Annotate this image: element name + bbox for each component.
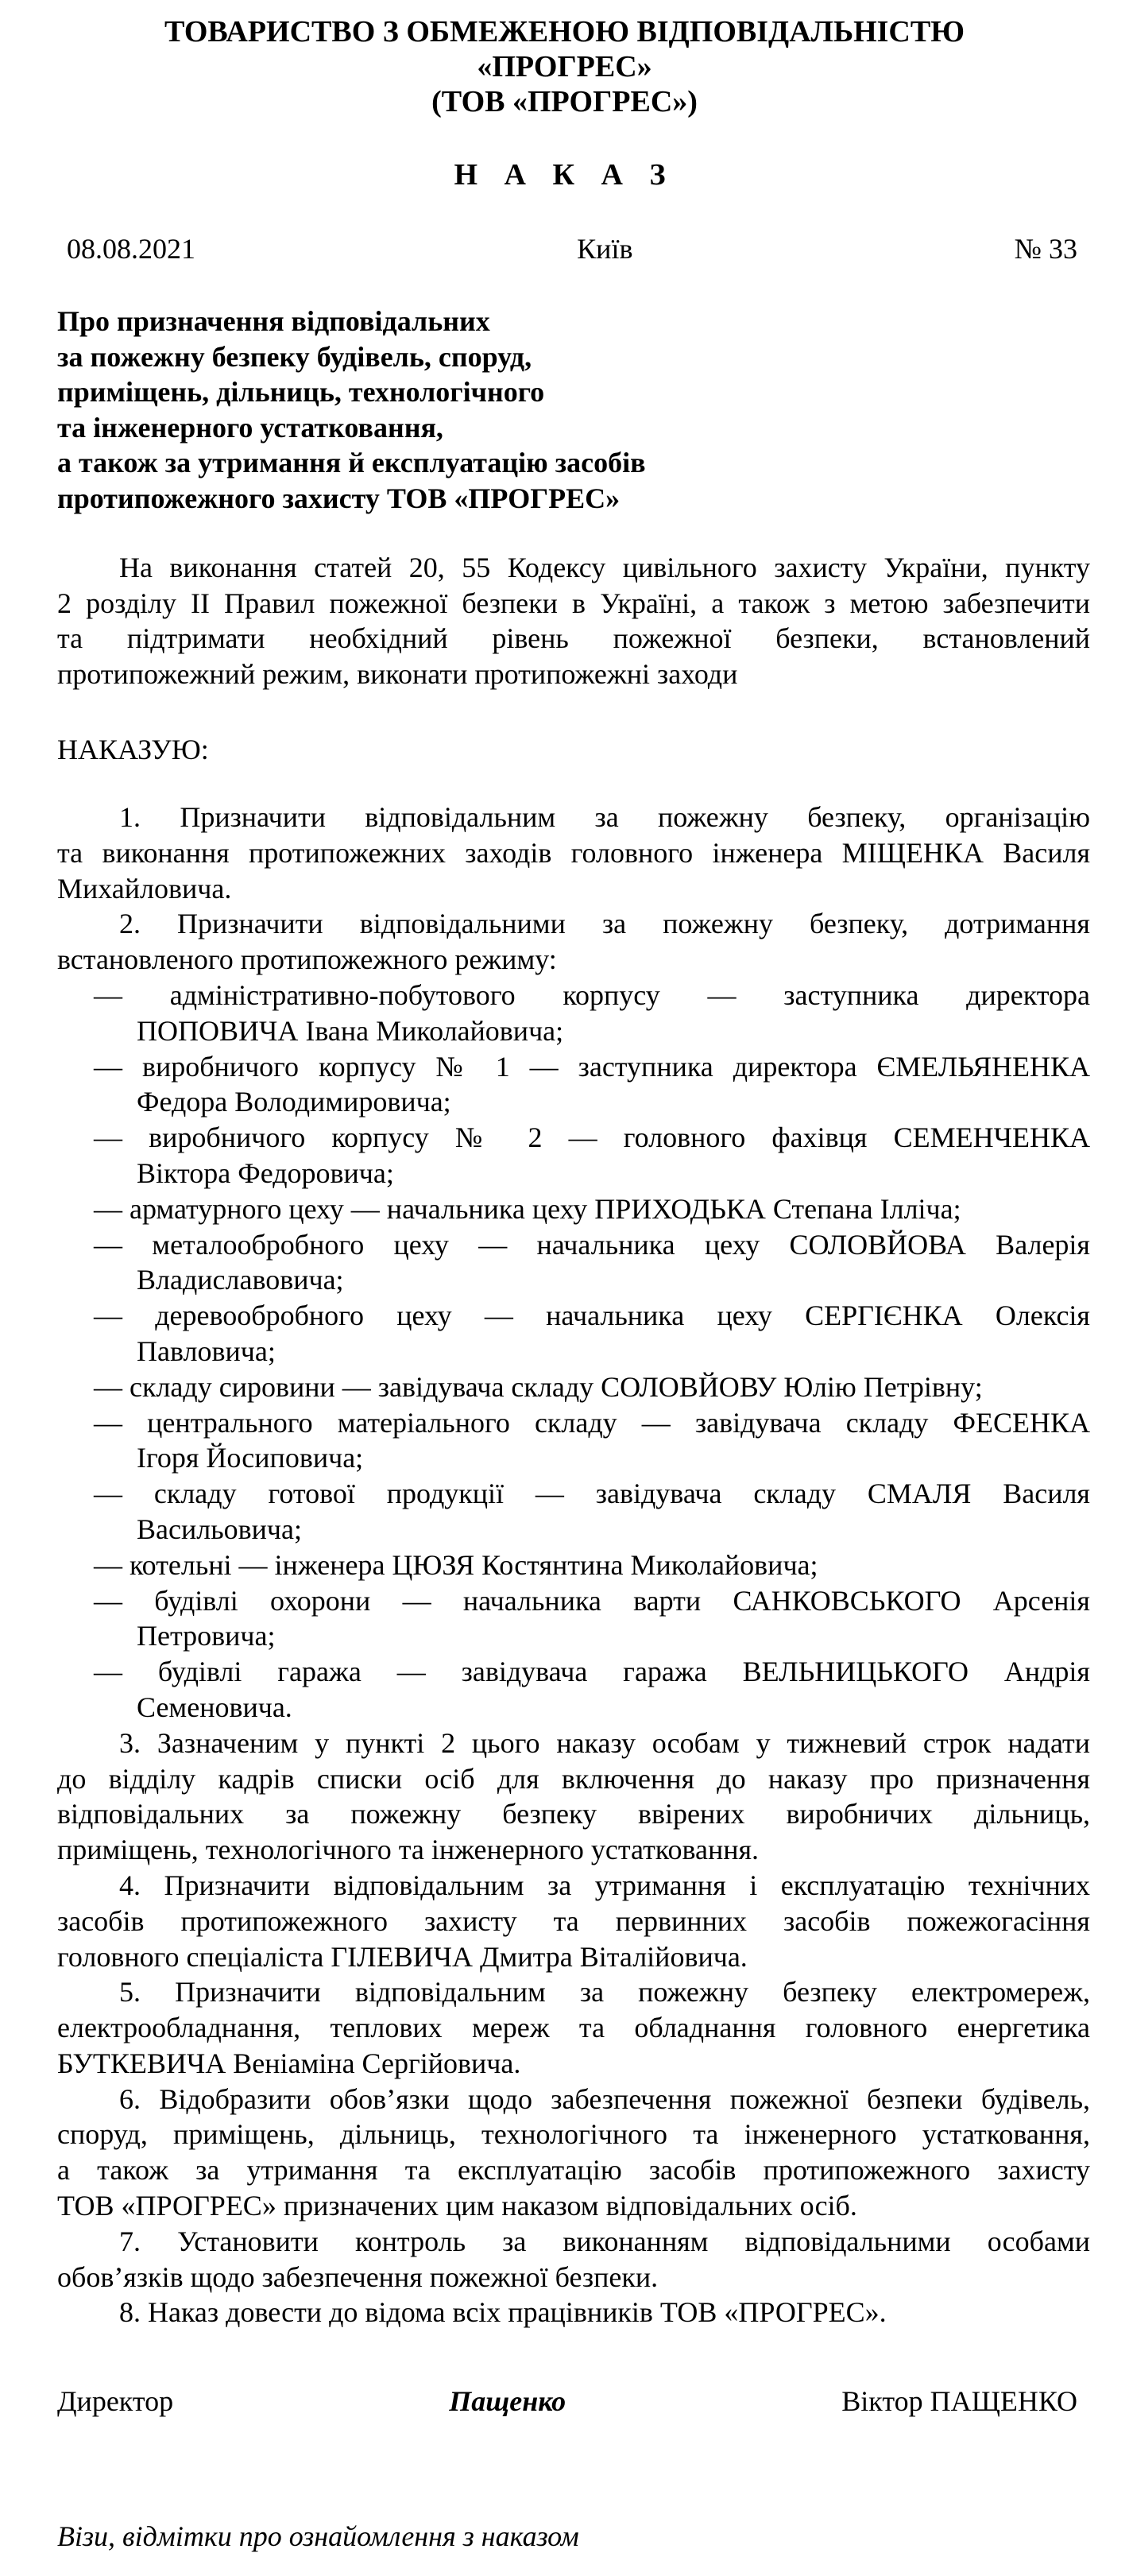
subject-line: Про призначення відповідальних (57, 305, 490, 337)
dash-item-cont: Владиславовича; (137, 1264, 344, 1296)
handwritten-signature: Пащенко (449, 2385, 566, 2417)
dash-item: — будівлі гаража — завідувача гаража ВЕЛЬНИЦЬКОГО Андрія (94, 1656, 1090, 1688)
preamble-line: На виконання статей 20, 55 Кодексу цивільного захисту України, пункту (119, 552, 1090, 583)
item-3-line: 3. Зазначеним у пункті 2 цього наказу особам у тижневий строк надати (119, 1726, 1090, 1759)
item-6-line: споруд, приміщень, дільниць, технологічного та інженерного устатковання, (57, 2118, 1090, 2151)
item-6-line: а також за утримання та експлуатацію засобів протипожежного захисту (57, 2154, 1090, 2187)
item-5-line: електрообладнання, теплових мереж та обладнання головного енергетика (57, 2012, 1090, 2044)
document-date: 08.08.2021 (67, 233, 195, 265)
dash-item: — арматурного цеху — начальника цеху ПРИХОДЬКА Степана Ілліча; (94, 1192, 961, 1225)
dash-item: — виробничого корпусу № 2 — головного фахівця СЕМЕНЧЕНКА (94, 1121, 1090, 1154)
dash-item-cont: ПОПОВИЧА Івана Миколайовича; (137, 1014, 564, 1047)
item-5-line: БУТКЕВИЧА Веніаміна Сергійовича. (57, 2047, 521, 2079)
item-3-line: приміщень, технологічного та інженерного устатковання. (57, 1834, 760, 1866)
item-2-line: 2. Призначити відповідальними за пожежну безпеку, дотримання (119, 908, 1090, 940)
dash-item-cont: Павловича; (137, 1334, 276, 1367)
subject-line: за пожежну безпеку будівель, споруд, (57, 340, 532, 373)
item-1-line: та виконання протипожежних заходів головного інженера МІЩЕНКА Василя (57, 836, 1090, 869)
document-title: Н А К А З (454, 158, 675, 192)
signature-block (57, 2384, 1077, 2418)
preamble (57, 550, 1090, 691)
dash-item-cont: Петровича; (137, 1620, 276, 1652)
dash-item-cont: Васильовича; (137, 1513, 302, 1545)
item-4-line: головного спеціаліста ГІЛЕВИЧА Дмитра Віталійовича. (57, 1940, 748, 1973)
dash-item-cont: Семеновича. (137, 1691, 292, 1723)
item-7-line: обов’язків щодо забезпечення пожежної безпеки. (57, 2260, 659, 2293)
subject-line: протипожежного захисту ТОВ «ПРОГРЕС» (57, 482, 621, 514)
dash-item: — деревообробного цеху — начальника цеху СЕРГІЄНКА Олексія (94, 1300, 1090, 1332)
dash-item-cont: Федора Володимировича; (137, 1086, 451, 1118)
item-3-line: до відділу кадрів списки осіб для включення до наказу про призначення (57, 1762, 1090, 1795)
subject-line: а також за утримання й експлуатацію засобів (57, 447, 646, 478)
dash-item: — адміністративно-побутового корпусу — заступника директора (94, 978, 1090, 1011)
dash-item: — центрального матеріального складу — завідувача складу ФЕСЕНКА (94, 1406, 1090, 1439)
item-6-line: 6. Відобразити обов’язки щодо забезпечення пожежної безпеки будівель, (119, 2082, 1090, 2115)
item-4-line: 4. Призначити відповідальним за утримання і експлуатацію технічних (119, 1869, 1090, 1901)
dash-item-cont: Ігоря Йосиповича; (137, 1442, 364, 1474)
order-items (57, 800, 1090, 2330)
dash-item: — виробничого корпусу № 1 — заступника директора ЄМЕЛЬЯНЕНКА (94, 1050, 1090, 1083)
signer-position: Директор (57, 2385, 174, 2417)
dash-item-cont: Віктора Федоровича; (137, 1156, 394, 1189)
org-name-short: (ТОВ «ПРОГРЕС») (431, 85, 698, 118)
organization-header (0, 14, 1129, 119)
signer-name: Віктор ПАЩЕНКО (841, 2385, 1077, 2417)
item-5-line: 5. Призначити відповідальним за пожежну безпеку електромереж, (119, 1976, 1090, 2009)
document-subject (57, 304, 852, 516)
document-number: № 33 (1014, 233, 1077, 265)
subject-line: та інженерного устатковання, (57, 411, 443, 444)
subject-line: приміщень, дільниць, технологічного (57, 376, 545, 408)
document-meta (67, 232, 1077, 265)
item-7-line: 7. Установити контроль за виконанням відповідальними особами (119, 2225, 1090, 2257)
preamble-line: протипожежний режим, виконати протипожежні заходи (57, 657, 738, 690)
item-1-line: 1. Призначити відповідальним за пожежну безпеку, організацію (119, 801, 1090, 833)
item-2-line: встановленого протипожежного режиму: (57, 943, 557, 976)
visas-note: Візи, відмітки про ознайомлення з наказом (57, 2520, 579, 2552)
dash-item: — складу готової продукції — завідувача складу СМАЛЯ Василя (94, 1478, 1090, 1510)
preamble-line: та підтримати необхідний рівень пожежної безпеки, встановлений (57, 622, 1090, 654)
dash-item: — котельні — інженера ЦЮЗЯ Костянтина Миколайовича; (94, 1548, 818, 1581)
org-name-line2: «ПРОГРЕС» (477, 50, 652, 83)
document-city: Київ (577, 233, 633, 265)
item-3-line: відповідальних за пожежну безпеку ввірених виробничих дільниць, (57, 1798, 1090, 1830)
item-4-line: засобів протипожежного захисту та первинних засобів пожежогасіння (57, 1904, 1090, 1937)
preamble-line: 2 розділу ІІ Правил пожежної безпеки в Україні, а також з метою забезпечити (57, 587, 1090, 619)
dash-item: — металообробного цеху — начальника цеху СОЛОВЙОВА Валерія (94, 1228, 1090, 1261)
org-name-line1: ТОВАРИСТВО З ОБМЕЖЕНОЮ ВІДПОВІДАЛЬНІСТЮ (164, 15, 965, 48)
item-8-line: 8. Наказ довести до відома всіх працівників ТОВ «ПРОГРЕС». (119, 2296, 887, 2329)
item-6-line: ТОВ «ПРОГРЕС» призначених цим наказом відповідальних осіб. (57, 2190, 857, 2222)
item-1-line: Михайловича. (57, 872, 232, 905)
dash-item: — складу сировини — завідувача складу СОЛОВЙОВУ Юлію Петрівну; (94, 1370, 983, 1403)
decree-word: НАКАЗУЮ: (57, 734, 209, 765)
dash-item: — будівлі охорони — начальника варти САНКОВСЬКОГО Арсенія (94, 1584, 1090, 1617)
